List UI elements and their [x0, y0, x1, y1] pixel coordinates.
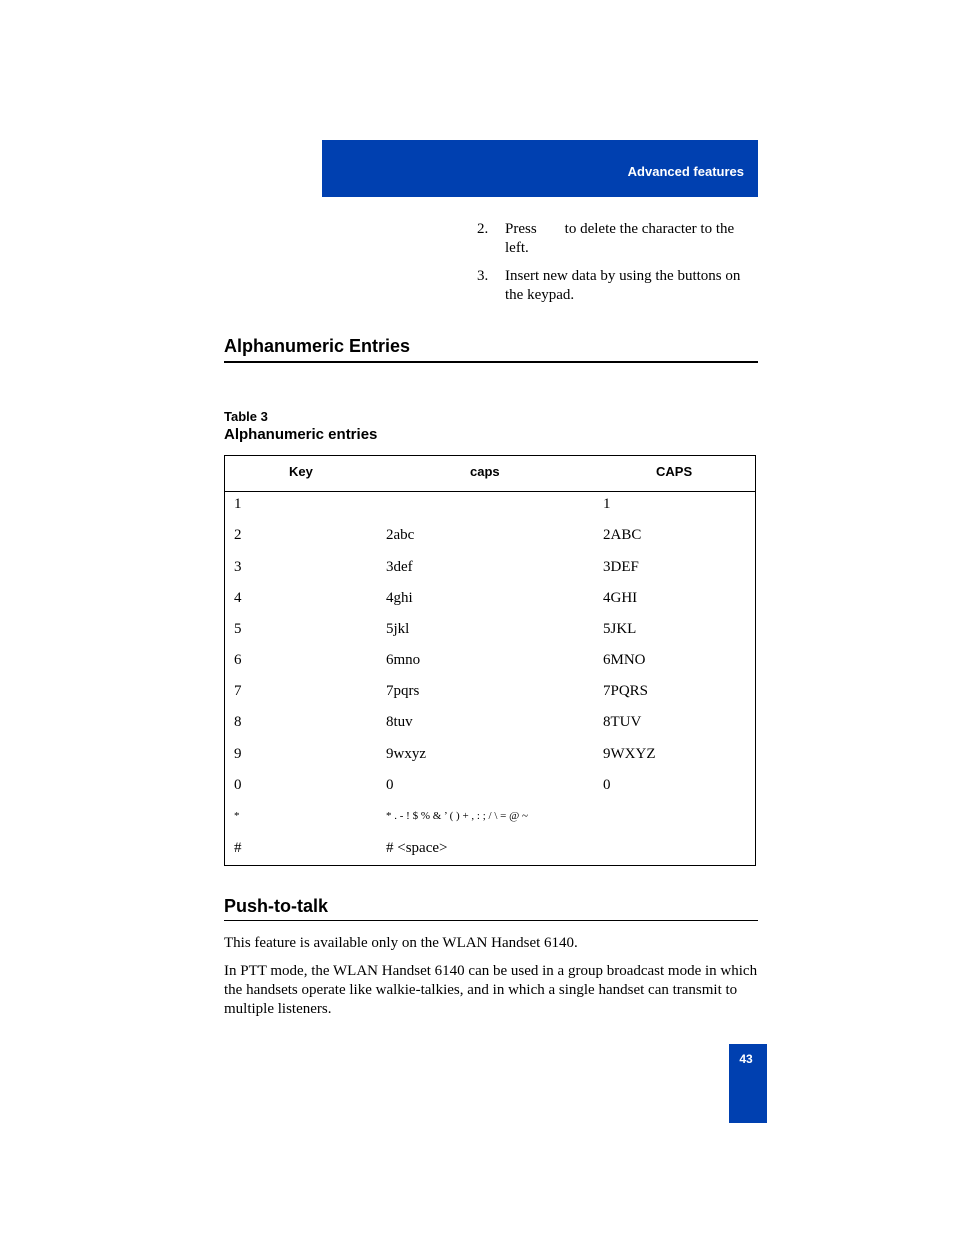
- cell-key: 2: [234, 527, 242, 543]
- cell-caps: 7pqrs: [386, 683, 420, 699]
- step-number: 3.: [477, 268, 489, 284]
- cell-key: 7: [234, 683, 242, 699]
- table-header-caps: caps: [470, 464, 500, 479]
- section-rule: [224, 361, 758, 363]
- cell-key: 8: [234, 714, 242, 730]
- cell-caps: 3def: [386, 559, 413, 575]
- section-heading-alphanumeric: Alphanumeric Entries: [224, 336, 411, 356]
- cell-CAPS: 6MNO: [603, 652, 646, 668]
- cell-key: 3: [234, 559, 242, 575]
- table-row: [225, 714, 755, 738]
- cell-CAPS: 3DEF: [603, 559, 639, 575]
- cell-caps: 9wxyz: [386, 746, 426, 762]
- step-2: [477, 220, 767, 260]
- section-heading-ptt: Push-to-talk: [224, 896, 329, 916]
- step-text: Insert new data by using the buttons on the keypad.: [505, 268, 741, 303]
- step-number: 2.: [477, 221, 489, 237]
- cell-caps: 4ghi: [386, 590, 413, 606]
- cell-CAPS: 7PQRS: [603, 683, 649, 699]
- chapter-title: Advanced features: [627, 164, 744, 179]
- cell-key: #: [234, 840, 242, 856]
- step-text: [505, 220, 755, 258]
- table-row: [225, 527, 755, 551]
- table-row: [225, 777, 755, 801]
- table-row: [225, 590, 755, 614]
- table-header-rule: [225, 491, 755, 492]
- cell-CAPS: 8TUV: [603, 714, 642, 730]
- table-header-CAPS: CAPS: [656, 464, 693, 479]
- step-text-rest: to delete the character to the left.: [505, 221, 735, 256]
- paragraph: This feature is available only on the WLAN Handset 6140.: [224, 935, 578, 951]
- cell-caps: 5jkl: [386, 621, 410, 637]
- cell-caps: 8tuv: [386, 714, 413, 730]
- table-row: [225, 810, 755, 830]
- step-3: [477, 267, 767, 307]
- chapter-header-band: [322, 140, 758, 197]
- table-row: [225, 652, 755, 676]
- cell-CAPS: 9WXYZ: [603, 746, 656, 762]
- paragraph: In PTT mode, the WLAN Handset 6140 can be used in a group broadcast mode in which the handsets operate like walkie-talkies, and in which a single handset can transmit to multiple listeners.: [224, 963, 758, 1017]
- cell-caps: 0: [386, 777, 394, 793]
- cell-CAPS: 2ABC: [603, 527, 642, 543]
- cell-key: *: [234, 810, 240, 822]
- cell-CAPS: 4GHI: [603, 590, 638, 606]
- cell-CAPS: 5JKL: [603, 621, 637, 637]
- cell-key: 0: [234, 777, 242, 793]
- table-header-key: Key: [289, 464, 313, 479]
- table-row: [225, 746, 755, 770]
- page-number-tab: [729, 1044, 767, 1123]
- cell-key: 1: [234, 496, 242, 512]
- cell-CAPS: 1: [603, 496, 611, 512]
- step-text-press: Press: [505, 221, 537, 237]
- page-number: 43: [739, 1052, 753, 1066]
- cell-CAPS: 0: [603, 777, 611, 793]
- table-row: [225, 621, 755, 645]
- section-rule: [224, 920, 758, 921]
- cell-caps: 6mno: [386, 652, 421, 668]
- cell-key: 5: [234, 621, 242, 637]
- cell-key: 4: [234, 590, 242, 606]
- cell-key: 9: [234, 746, 242, 762]
- cell-caps: 2abc: [386, 527, 415, 543]
- table-number: Table 3: [224, 409, 268, 424]
- cell-caps: * . - ! $ % & ’ ( ) + , : ; / \ = @ ~: [386, 810, 528, 822]
- alphanumeric-table: [224, 455, 756, 866]
- cell-caps: # <space>: [386, 840, 448, 856]
- table-row: [225, 683, 755, 707]
- table-row: [225, 559, 755, 583]
- table-row: [225, 496, 755, 520]
- cell-key: 6: [234, 652, 242, 668]
- table-caption: Alphanumeric entries: [224, 426, 378, 443]
- table-row: [225, 840, 755, 864]
